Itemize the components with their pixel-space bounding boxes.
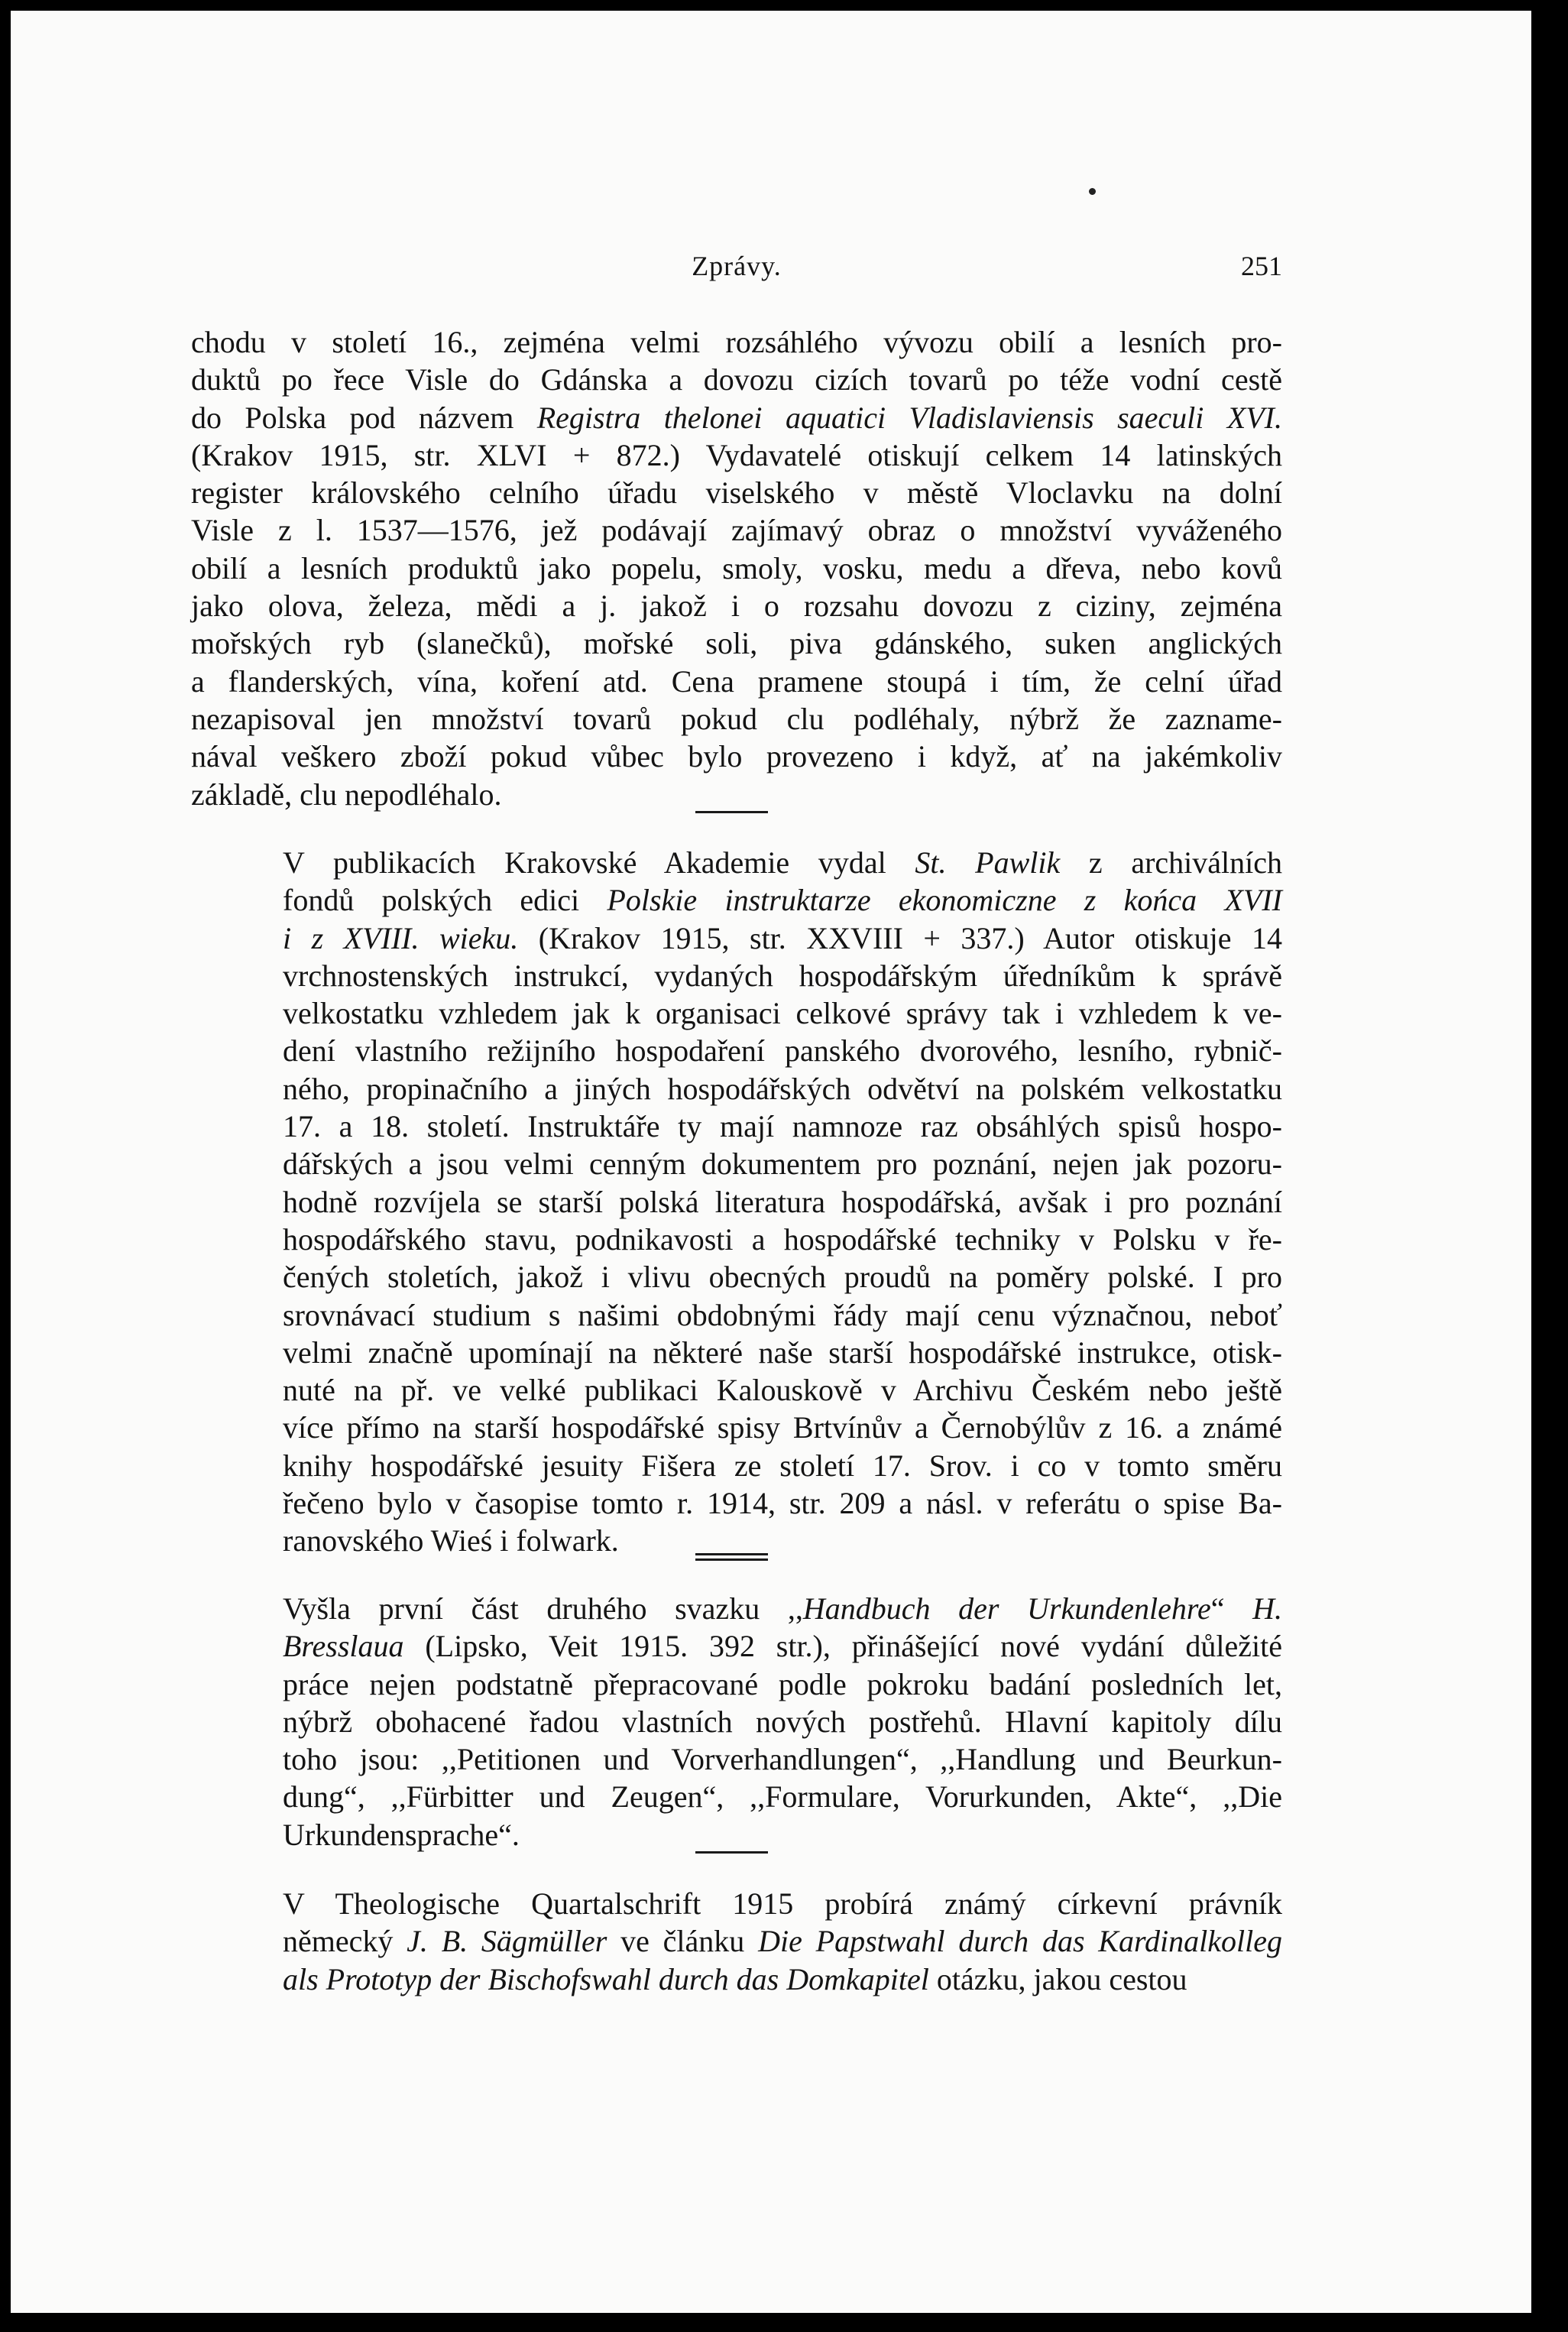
section-divider (695, 811, 768, 813)
text-line: mořských ryb (slanečků), mořské soli, piva gdánského, suken anglických (191, 626, 1282, 661)
paragraph-bresslau-handbuch (191, 1590, 1282, 1854)
paragraph-pawlik-instruktarze (191, 844, 1282, 1560)
section-divider (695, 1851, 768, 1854)
text-line: V publikacích Krakovské Akademie vydal St. Pawlik z archiválních (283, 845, 1282, 880)
text-line: nýbrž obohacené řadou vlastních nových postřehů. Hlavní kapitoly dílu (283, 1704, 1282, 1739)
text-line: velmi značně upomínají na některé naše starší hospodářské instrukce, otisk- (283, 1335, 1282, 1370)
text-line: Vyšla první část druhého svazku ,,Handbuch der Urkundenlehre“ H. (283, 1591, 1282, 1626)
text-line: nezapisoval jen množství tovarů pokud clu podléhaly, nýbrž že zazname- (191, 701, 1282, 736)
text-line: nával veškero zboží pokud vůbec bylo provezeno i když, ať na jakémkoliv (191, 739, 1282, 774)
text-line: srovnávací studium s našimi obdobnými řády mají cenu význačnou, neboť (283, 1297, 1282, 1332)
text-line: 17. a 18. století. Instruktáře ty mají namnoze raz obsáhlých spisů hospo- (283, 1109, 1282, 1144)
text-line: i z XVIII. wieku. (Krakov 1915, str. XXVIII + 337.) Autor otiskuje 14 (283, 920, 1282, 955)
text-line: Urkundensprache“. (283, 1817, 520, 1852)
running-header (191, 250, 1282, 288)
paragraph-registra-thelonei (191, 323, 1282, 813)
text-line: chodu v století 16., zejména velmi rozsáhlého vývozu obilí a lesních pro- (191, 325, 1282, 359)
text-line: základě, clu nepodléhalo. (191, 777, 502, 812)
text-line: hodně rozvíjela se starší polská literatura hospodářská, avšak i pro poznání (283, 1184, 1282, 1219)
text-line: Visle z l. 1537—1576, jež podávají zajímavý obraz o množství vyváženého (191, 513, 1282, 548)
text-line: register královského celního úřadu viselského v městě Vloclavku na dolní (191, 475, 1282, 511)
text-line: toho jsou: ,,Petitionen und Vorverhandlungen“, ,,Handlung und Beurkun- (283, 1742, 1282, 1777)
text-line: hospodářského stavu, podnikavosti a hospodářské techniky v Polsku v ře- (283, 1221, 1282, 1257)
header-title: Zprávy. (692, 251, 782, 281)
ink-speck (1089, 188, 1096, 195)
text-line: německý J. B. Sägmüller ve článku Die Papstwahl durch das Kardinalkolleg (283, 1924, 1283, 1959)
text-line: ného, propinačního a jiných hospodářských odvětví na polském velkostatku (283, 1071, 1282, 1106)
text-line: dung“, ,,Fürbitter und Zeugen“, ,,Formulare, Vorurkunden, Akte“, ,,Die (283, 1779, 1282, 1815)
text-line: ranovského Wieś i folwark. (283, 1523, 619, 1558)
text-line: vrchnostenských instrukcí, vydaných hospodářským úředníkům k správě (283, 958, 1282, 993)
text-line: knihy hospodářské jesuity Fišera ze století 17. Srov. i co v tomto směru (283, 1448, 1282, 1483)
text-line: a flanderských, vína, koření atd. Cena pramene stoupá i tím, že celní úřad (191, 663, 1282, 699)
text-line: čených stoletích, jakož i vlivu obecných proudů na poměry polské. I pro (283, 1260, 1282, 1295)
text-line: duktů po řece Visle do Gdánska a dovozu cizích tovarů po téže vodní cestě (191, 362, 1282, 397)
text-line: nuté na př. ve velké publikaci Kalouskově v Archivu Českém nebo ještě (283, 1373, 1282, 1408)
text-line: více přímo na starší hospodářské spisy Brtvínův a Černobýlův z 16. a známé (283, 1410, 1282, 1445)
text-line: (Krakov 1915, str. XLVI + 872.) Vydavatelé otiskují celkem 14 latinských (191, 437, 1282, 472)
text-line: dářských a jsou velmi cenným dokumentem pro poznání, nejen jak pozoru- (283, 1147, 1282, 1182)
text-line: velkostatku vzhledem jak k organisaci celkové správy tak i vzhledem k ve- (283, 996, 1282, 1031)
text-line: jako olova, železa, mědi a j. jakož i o rozsahu dovozu z ciziny, zejména (191, 589, 1282, 624)
page-number: 251 (1241, 251, 1282, 281)
text-line: řečeno bylo v časopise tomto r. 1914, str. 209 a násl. v referátu o spise Ba- (283, 1486, 1282, 1521)
text-line: als Prototyp der Bischofswahl durch das Domkapitel otázku, jakou cestou (283, 1961, 1187, 1996)
text-line: do Polska pod názvem Registra thelonei aquatici Vladislaviensis saeculi XVI. (191, 400, 1283, 435)
section-divider-double (695, 1553, 768, 1555)
text-line: práce nejen podstatně přepracované podle pokroku badání posledních let, (283, 1666, 1282, 1701)
text-line: obilí a lesních produktů jako popelu, smoly, vosku, medu a dřeva, nebo kovů (191, 550, 1282, 585)
text-line: fondů polských edici Polskie instruktarze ekonomiczne z końca XVII (283, 883, 1282, 918)
text-line: Bresslaua (Lipsko, Veit 1915. 392 str.), přinášející nové vydání důležité (283, 1629, 1282, 1664)
text-line: dení vlastního režijního hospodaření panského dvorového, lesního, rybnič- (283, 1033, 1282, 1069)
text-line: V Theologische Quartalschrift 1915 probírá známý církevní právník (283, 1886, 1282, 1921)
paragraph-sagmuller-papstwahl (191, 1885, 1282, 1998)
